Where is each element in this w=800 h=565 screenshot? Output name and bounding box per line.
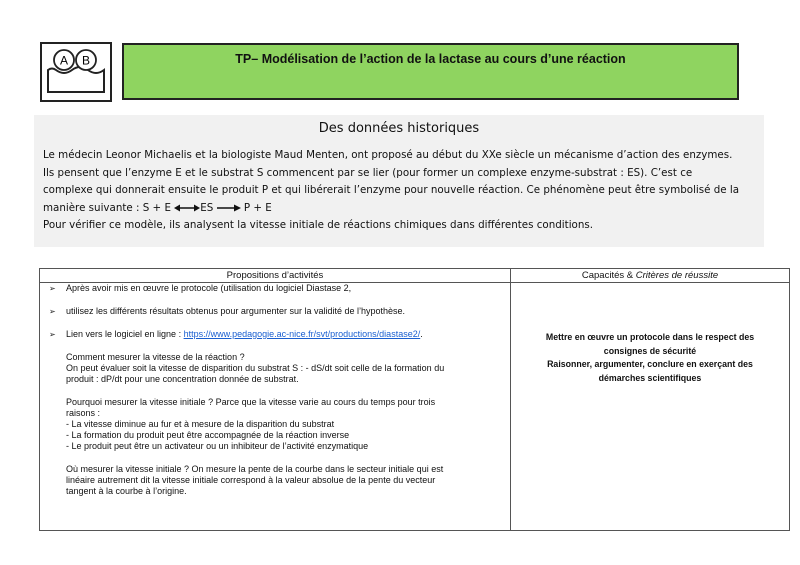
question-block (40, 464, 510, 497)
double-arrow-icon (174, 203, 200, 213)
criteria-label: Critères de réussite (635, 270, 719, 281)
capacity-reasoning: Raisonner, argumenter, conclure en exerçant des démarches scientifiques (547, 359, 753, 383)
equation-middle: ES (200, 201, 217, 214)
question-block (40, 352, 510, 385)
question-speed: Comment mesurer la vitesse de la réaction ? (66, 352, 245, 362)
col-header-capacities (511, 269, 790, 283)
equation-prefix: manière suivante : S + E (43, 201, 175, 214)
answer-line: tangent à la courbe à l’origine. (66, 486, 187, 496)
item-text: utilisez les différents résultats obtenus pour argumenter sur la validité de l’hypothèse. (66, 306, 406, 316)
activities-cell (40, 283, 511, 531)
bullet-arrow-icon: ➢ (49, 330, 56, 339)
capacities-cell (511, 283, 790, 531)
reason-item: - Le produit peut être un activateur ou un inhibiteur de l’activité enzymatique (66, 441, 369, 451)
answer-line: linéaire autrement dit la vitesse initiale correspond à la valeur absolue de la pente du vecteur (66, 475, 436, 485)
item-suffix: . (420, 329, 423, 339)
section-heading: Des données historiques (318, 121, 480, 136)
list-item (40, 329, 510, 340)
software-link[interactable]: https://www.pedagogie.ac-nice.fr/svt/productions/diastase2/ (183, 329, 421, 339)
answer-line: produit : dP/dt pour une concentration donnée de substrat. (66, 374, 299, 384)
history-line-1: Le médecin Leonor Michaelis et la biologiste Maud Menten, ont proposé au début du XXe siècle un mécanisme d’action des enzymes. (43, 149, 733, 161)
list-item (40, 283, 510, 294)
lab-logo (40, 42, 112, 102)
logo-letter-b: B (81, 53, 91, 68)
history-line-2: Ils pensent que l’enzyme E et le substrat S commencent par se lier (pour former un complexe enzyme-substrat : ES). C’est ce (43, 166, 693, 179)
item-text: Après avoir mis en œuvre le protocole (utilisation du logiciel Diastase 2, (66, 283, 352, 293)
reason-item: - La formation du produit peut être accompagnée de la réaction inverse (66, 430, 350, 440)
capacity-protocol: Mettre en œuvre un protocole dans le respect des consignes de sécurité (545, 332, 755, 356)
item-text: Lien vers le logiciel en ligne : (66, 329, 184, 339)
reason-item: - La vitesse diminue au fur et à mesure de la disparition du substrat (66, 419, 335, 429)
col-header-activities: Propositions d’activités (40, 269, 511, 283)
activities-table (39, 268, 790, 531)
bullet-arrow-icon: ➢ (49, 307, 56, 316)
answer-line: On peut évaluer soit la vitesse de disparition du substrat S : - dS/dt soit celle de la formation du (66, 363, 445, 373)
question-where: Où mesurer la vitesse initiale ? On mesure la pente de la courbe dans le secteur initiale qui est (66, 464, 444, 474)
capacities-label: Capacités & (581, 270, 636, 281)
bullet-arrow-icon: ➢ (49, 284, 56, 293)
list-item (40, 306, 510, 317)
equation-suffix: P + E (240, 201, 272, 214)
right-arrow-icon (217, 203, 241, 213)
question-why-cont: raisons : (66, 408, 101, 418)
equation-line (43, 200, 761, 218)
page-title: TP– Modélisation de l’action de la lactase au cours d’une réaction (235, 52, 626, 66)
title-banner (122, 43, 739, 100)
question-block (40, 397, 510, 452)
historical-section (34, 115, 764, 247)
history-line-3: complexe qui donnerait ensuite le produit P et qui libérerait l’enzyme pour nouvelle réaction. Ce phénomène peut être symbolisé de la (43, 184, 740, 196)
flask-pair-icon (42, 44, 110, 100)
history-text (43, 147, 761, 235)
question-why: Pourquoi mesurer la vitesse initiale ? Parce que la vitesse varie au cours du temps pour trois (66, 397, 436, 407)
logo-letter-a: A (59, 53, 69, 68)
history-line-5: Pour vérifier ce modèle, ils analysent la vitesse initiale de réactions chimiques dans différentes conditions. (43, 219, 594, 231)
